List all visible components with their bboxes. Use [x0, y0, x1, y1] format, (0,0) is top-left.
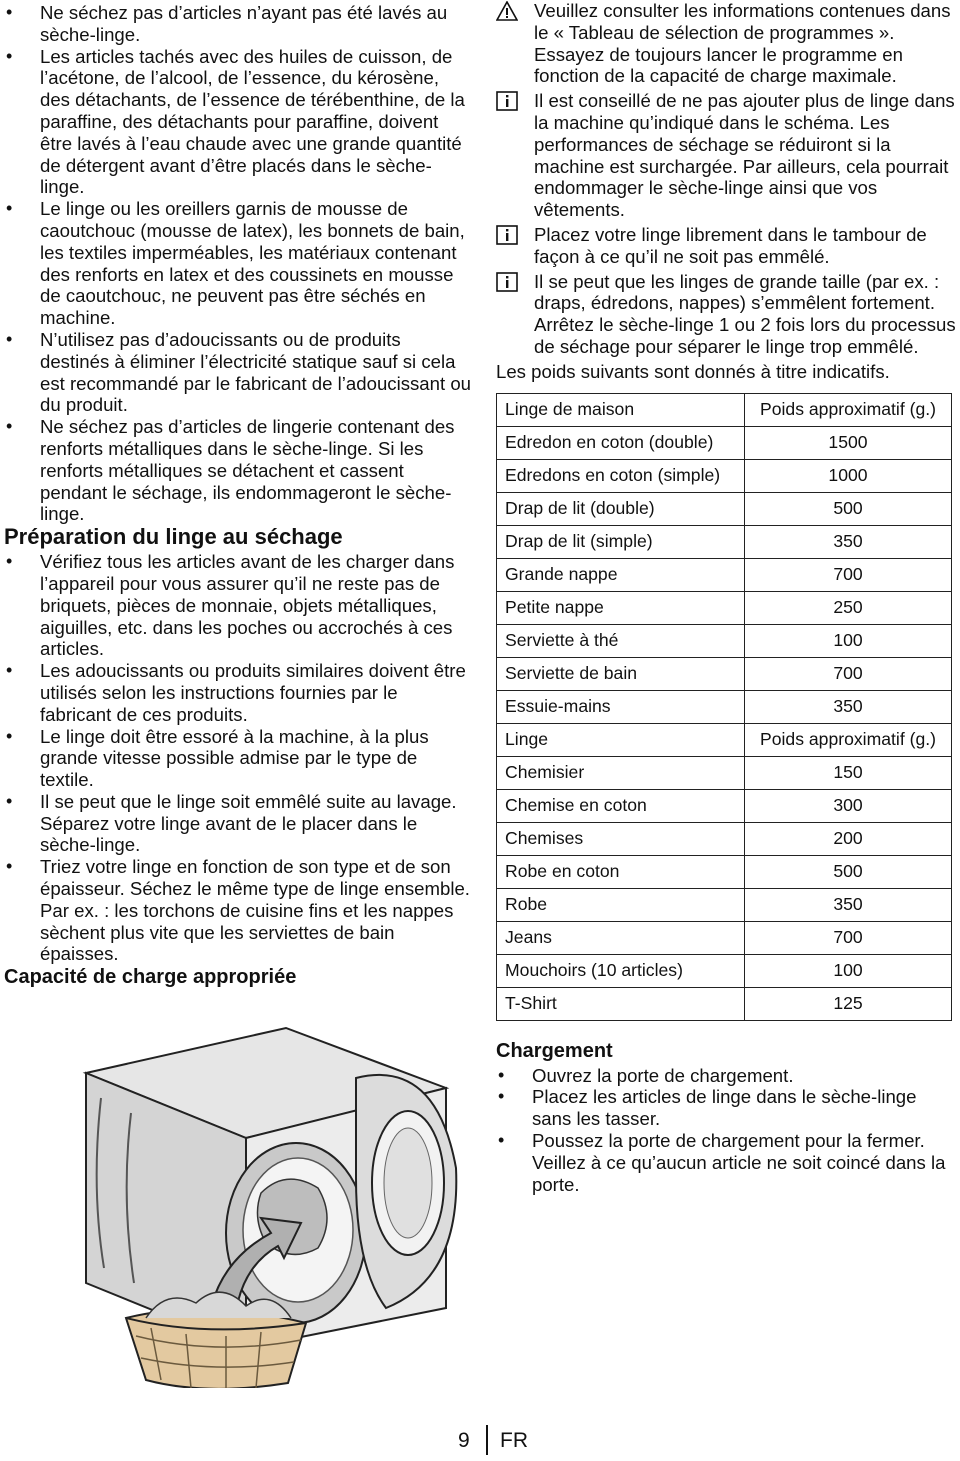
list-item: • Ne séchez pas d’articles de lingerie contenant des renforts métalliques dans le sèche-linge. Si les renforts métalliques se détachent et cassent pendant le séchage, ils endommageront le sèche-linge.	[4, 416, 474, 525]
note-text: Il est conseillé de ne pas ajouter plus de linge dans la machine qu’indiqué dans le schéma. Les performances de séchage se réduiront si la machine est surchargée. Par ailleurs, cela pourrait endommager le sèche-linge ainsi que vos vêtements.	[534, 90, 955, 221]
item-name-cell: Edredon en coton (double)	[497, 426, 745, 459]
item-name-cell: Grande nappe	[497, 558, 745, 591]
weight-cell: 100	[745, 624, 952, 657]
section-heading-capacity: Capacité de charge appropriée	[4, 966, 297, 989]
item-name-cell: Robe	[497, 888, 745, 921]
info-icon	[496, 91, 518, 111]
item-name-cell: Linge	[497, 723, 745, 756]
weight-cell: 300	[745, 789, 952, 822]
precautions-list	[4, 2, 474, 525]
weight-cell: 700	[745, 921, 952, 954]
weights-table	[496, 393, 952, 1021]
list-item: • Placez les articles de linge dans le sèche-linge sans les tasser.	[496, 1086, 956, 1130]
preparation-list	[4, 551, 474, 965]
dryer-loading-illustration	[56, 1018, 466, 1388]
weight-cell: 700	[745, 657, 952, 690]
item-name-cell: Chemises	[497, 822, 745, 855]
list-item: • Poussez la porte de chargement pour la fermer. Veillez à ce qu’aucun article ne soit coincé dans la porte.	[496, 1130, 956, 1195]
weight-cell: Poids approximatif (g.)	[745, 723, 952, 756]
weight-cell: Poids approximatif (g.)	[745, 393, 952, 426]
table-row	[497, 822, 952, 855]
list-item: • Ouvrez la porte de chargement.	[496, 1065, 956, 1087]
language-code: FR	[500, 1429, 528, 1452]
table-row	[497, 426, 952, 459]
item-name-cell: Serviette de bain	[497, 657, 745, 690]
table-row	[497, 624, 952, 657]
weights-table-body	[497, 393, 952, 1020]
note-warning	[496, 0, 956, 87]
note-text: Placez votre linge librement dans le tambour de façon à ce qu’il ne soit pas emmêlé.	[534, 223, 927, 267]
weight-cell: 350	[745, 888, 952, 921]
item-name-cell: Chemise en coton	[497, 789, 745, 822]
list-item: • Le linge ou les oreillers garnis de mousse de caoutchouc (mousse de latex), les bonnets de bain, les textiles imperméables, les matériaux contenant des renforts en latex et des coussinets en mousse de caoutchouc, ne peuvent pas être séchés en machine.	[4, 198, 474, 329]
table-row	[497, 789, 952, 822]
section-heading-loading: Chargement	[496, 1039, 613, 1062]
weight-cell: 125	[745, 987, 952, 1020]
item-name-cell: Robe en coton	[497, 855, 745, 888]
list-item: • Ne séchez pas d’articles n’ayant pas été lavés au sèche-linge.	[4, 2, 474, 46]
info-icon	[496, 225, 518, 245]
list-item: • N’utilisez pas d’adoucissants ou de produits destinés à éliminer l’électricité statique sauf si cela est recommandé par le fabricant de l’adoucissant ou du produit.	[4, 329, 474, 416]
note-info	[496, 90, 956, 221]
footer-divider	[486, 1425, 488, 1455]
list-item: • Triez votre linge en fonction de son type et de son épaisseur. Séchez le même type de linge ensemble. Par ex. : les torchons de cuisine fins et les nappes sèchent plus vite que les serviettes de bain épaisses.	[4, 856, 474, 965]
list-item: • Les articles tachés avec des huiles de cuisson, de l’acétone, de l’alcool, de l’essence, du kérosène, des détachants, de l’essence de térébenthine, de la paraffine, des détachants pour paraffine, doivent être lavés à l’eau chaude avec une grande quantité de détergent avant d’être placés dans le sèche-linge.	[4, 46, 474, 199]
info-icon	[496, 272, 518, 292]
table-row	[497, 459, 952, 492]
table-row	[497, 855, 952, 888]
warning-icon	[496, 1, 518, 21]
table-row	[497, 756, 952, 789]
item-name-cell: Mouchoirs (10 articles)	[497, 954, 745, 987]
item-name-cell: Drap de lit (double)	[497, 492, 745, 525]
item-name-cell: Jeans	[497, 921, 745, 954]
item-name-cell: Edredons en coton (simple)	[497, 459, 745, 492]
left-column	[4, 0, 474, 989]
item-name-cell: Drap de lit (simple)	[497, 525, 745, 558]
item-name-cell: T-Shirt	[497, 987, 745, 1020]
item-name-cell: Petite nappe	[497, 591, 745, 624]
loading-list	[496, 1065, 956, 1196]
table-row	[497, 591, 952, 624]
table-row	[497, 657, 952, 690]
table-row	[497, 987, 952, 1020]
weight-cell: 150	[745, 756, 952, 789]
right-column	[496, 0, 956, 1195]
note-text: Veuillez consulter les informations contenues dans le « Tableau de sélection de programmes ». Essayez de toujours lancer le programme en fonction de la capacité de charge maximale.	[534, 0, 951, 87]
table-row	[497, 393, 952, 426]
weight-cell: 500	[745, 492, 952, 525]
weight-cell: 500	[745, 855, 952, 888]
table-row	[497, 558, 952, 591]
table-row	[497, 492, 952, 525]
weight-cell: 200	[745, 822, 952, 855]
page-number: 9	[458, 1429, 470, 1452]
list-item: • Les adoucissants ou produits similaires doivent être utilisés selon les instructions fournies par le fabricant de ces produits.	[4, 660, 474, 725]
list-item: • Il se peut que le linge soit emmêlé suite au lavage. Séparez votre linge avant de le placer dans le sèche-linge.	[4, 791, 474, 856]
page-footer	[0, 1425, 960, 1461]
note-info	[496, 224, 956, 268]
table-row	[497, 888, 952, 921]
item-name-cell: Chemisier	[497, 756, 745, 789]
weight-cell: 1000	[745, 459, 952, 492]
note-text: Il se peut que les linges de grande taille (par ex. : draps, édredons, nappes) s’emmêlent fortement. Arrêtez le sèche-linge 1 ou 2 fois lors du processus de séchage pour séparer le linge trop emmêlé.	[534, 270, 956, 357]
item-name-cell: Linge de maison	[497, 393, 745, 426]
table-row	[497, 723, 952, 756]
weight-cell: 350	[745, 525, 952, 558]
weight-cell: 250	[745, 591, 952, 624]
weight-cell: 100	[745, 954, 952, 987]
table-row	[497, 525, 952, 558]
list-item: • Vérifiez tous les articles avant de les charger dans l’appareil pour vous assurer qu’il ne reste pas de briquets, pièces de monnaie, objets métalliques, aiguilles, etc. dans les poches ou accrochés à ces articles.	[4, 551, 474, 660]
list-item: • Le linge doit être essoré à la machine, à la plus grande vitesse possible admise par le type de textile.	[4, 726, 474, 791]
table-row	[497, 690, 952, 723]
item-name-cell: Serviette à thé	[497, 624, 745, 657]
item-name-cell: Essuie-mains	[497, 690, 745, 723]
weight-cell: 1500	[745, 426, 952, 459]
weight-cell: 700	[745, 558, 952, 591]
table-row	[497, 954, 952, 987]
note-info	[496, 271, 956, 358]
section-heading-preparation: Préparation du linge au séchage	[4, 524, 343, 550]
weights-intro: Les poids suivants sont donnés à titre indicatifs.	[496, 360, 890, 382]
weight-cell: 350	[745, 690, 952, 723]
table-row	[497, 921, 952, 954]
